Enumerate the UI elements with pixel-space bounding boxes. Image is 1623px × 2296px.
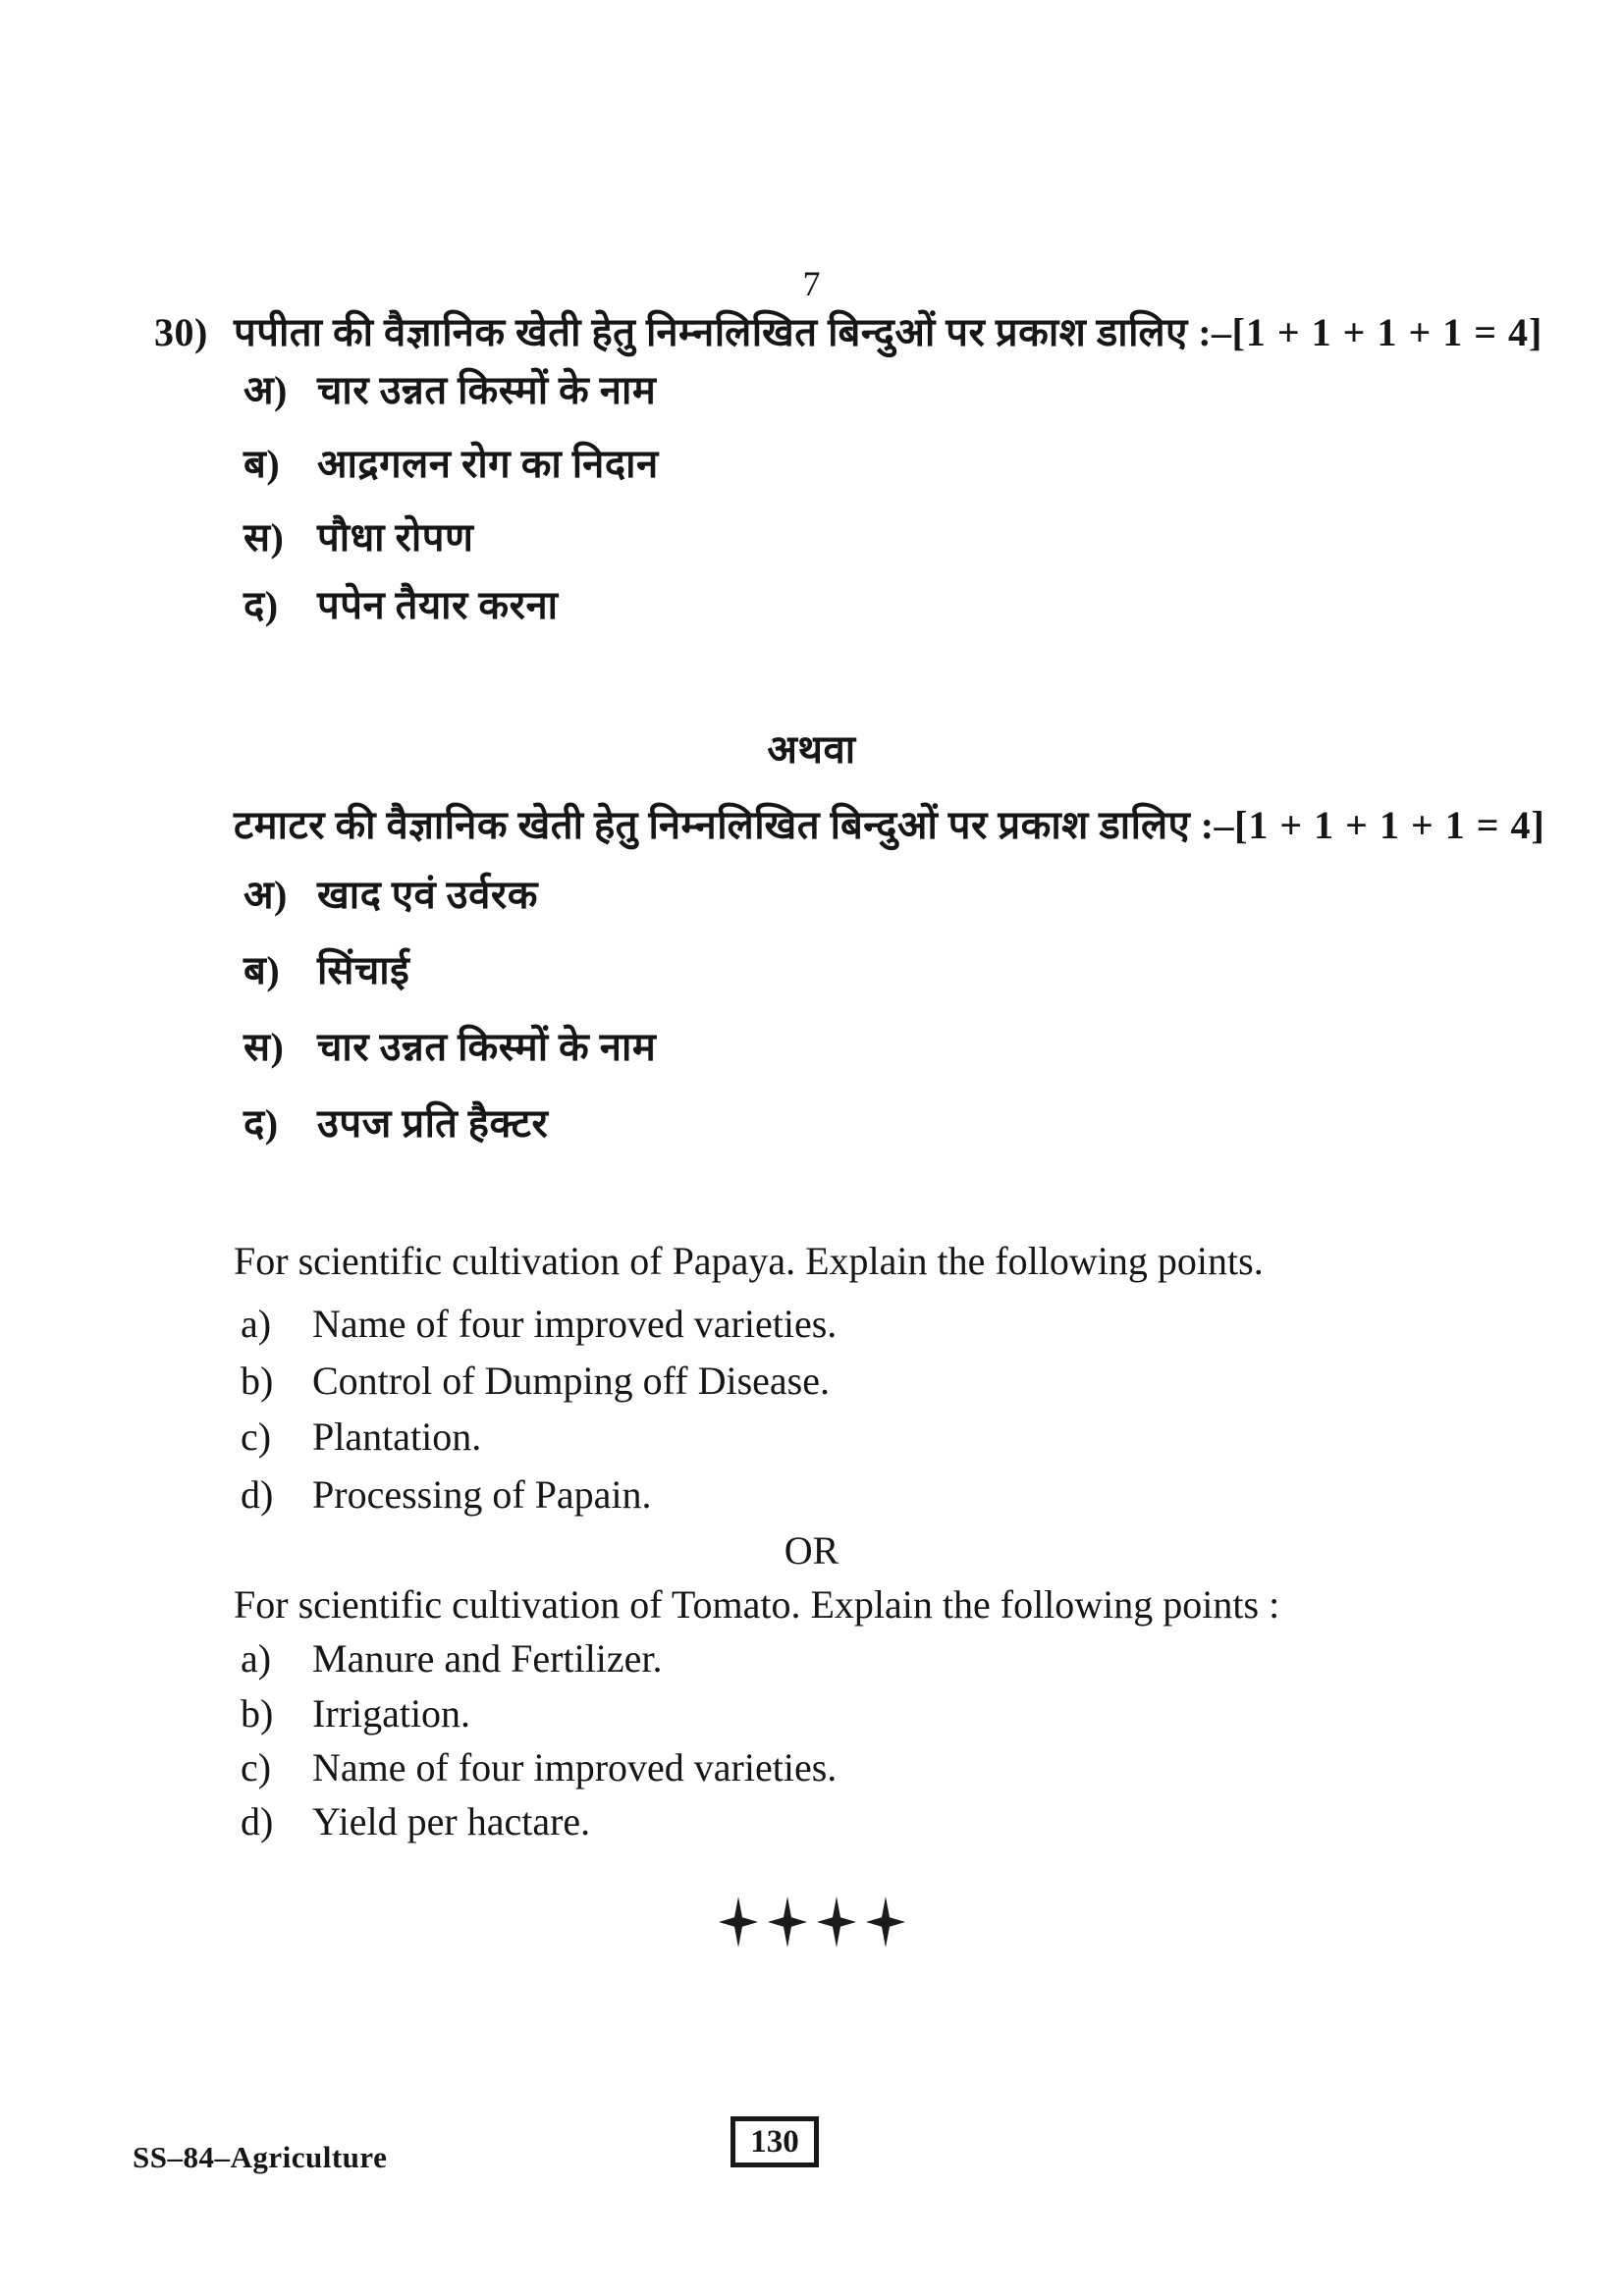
four-pointed-star-icon bbox=[866, 1896, 905, 1948]
english-papaya-item-b bbox=[0, 1355, 1623, 1408]
english-tomato-item-c bbox=[0, 1741, 1623, 1794]
hindi-tomato-item-a bbox=[0, 869, 1623, 922]
item-text: खाद एवं उर्वरक bbox=[317, 873, 538, 917]
question-text-english-tomato: For scientific cultivation of Tomato. Explain the following points : bbox=[234, 1582, 1280, 1627]
question-heading-english-papaya bbox=[0, 1235, 1623, 1288]
hindi-tomato-item-d bbox=[0, 1097, 1623, 1150]
item-label: ब) bbox=[243, 948, 281, 992]
english-papaya-item-c bbox=[0, 1411, 1623, 1464]
item-text: पौधा रोपण bbox=[317, 515, 474, 560]
hindi-tomato-item-b bbox=[0, 944, 1623, 997]
item-text: Name of four improved varieties. bbox=[312, 1745, 838, 1789]
item-text: Irrigation. bbox=[312, 1691, 471, 1735]
marks-scheme: [1 + 1 + 1 + 1 = 4] bbox=[1234, 803, 1545, 847]
english-papaya-item-d bbox=[0, 1468, 1623, 1522]
item-text: Name of four improved varieties. bbox=[312, 1302, 838, 1346]
page-number: 7 bbox=[802, 264, 821, 303]
item-label: स) bbox=[243, 515, 285, 560]
marks-scheme: [1 + 1 + 1 + 1 = 4] bbox=[1231, 310, 1543, 354]
item-text: पपेन तैयार करना bbox=[317, 583, 559, 627]
item-label: d) bbox=[241, 1799, 274, 1843]
hindi-papaya-item-a bbox=[0, 364, 1623, 417]
question-text-hindi-tomato: टमाटर की वैज्ञानिक खेती हेतु निम्नलिखित बिन्दुओं पर प्रकाश डालिए :– bbox=[234, 803, 1235, 847]
item-label: c) bbox=[241, 1415, 272, 1459]
item-text: Manure and Fertilizer. bbox=[312, 1636, 663, 1681]
item-label: द) bbox=[243, 1101, 279, 1146]
hindi-tomato-item-c bbox=[0, 1021, 1623, 1074]
or-label-hindi: अथवा bbox=[767, 727, 856, 772]
item-text: Processing of Papain. bbox=[312, 1472, 652, 1517]
hindi-papaya-item-d bbox=[0, 579, 1623, 632]
or-separator-english bbox=[0, 1524, 1623, 1577]
hindi-papaya-item-c bbox=[0, 511, 1623, 564]
item-label: b) bbox=[241, 1359, 274, 1403]
item-label: a) bbox=[241, 1636, 272, 1681]
four-pointed-star-icon bbox=[817, 1896, 856, 1948]
item-text: Plantation. bbox=[312, 1415, 482, 1459]
four-pointed-star-icon bbox=[768, 1896, 807, 1948]
hindi-papaya-item-b bbox=[0, 438, 1623, 491]
item-label: स) bbox=[243, 1025, 285, 1069]
item-label: a) bbox=[241, 1302, 272, 1346]
item-label: d) bbox=[241, 1472, 274, 1517]
question-30-heading-hindi bbox=[0, 306, 1623, 359]
english-tomato-item-a bbox=[0, 1632, 1623, 1685]
question-text-hindi-papaya: पपीता की वैज्ञानिक खेती हेतु निम्नलिखित बिन्दुओं पर प्रकाश डालिए :– bbox=[234, 310, 1232, 354]
item-label: ब) bbox=[243, 442, 281, 486]
english-tomato-item-b bbox=[0, 1687, 1623, 1740]
item-text: सिंचाई bbox=[317, 948, 410, 992]
or-separator-hindi bbox=[0, 723, 1623, 776]
item-text: चार उन्नत किस्मों के नाम bbox=[317, 1025, 657, 1069]
item-text: आद्रगलन रोग का निदान bbox=[317, 442, 659, 486]
item-label: अ) bbox=[243, 368, 288, 412]
item-text: Control of Dumping off Disease. bbox=[312, 1359, 830, 1403]
question-number: 30) bbox=[154, 310, 208, 354]
item-label: b) bbox=[241, 1691, 274, 1735]
or-label-english: OR bbox=[784, 1528, 839, 1573]
footer-page-number: 130 bbox=[750, 2123, 799, 2160]
four-pointed-star-icon bbox=[719, 1896, 758, 1948]
item-label: अ) bbox=[243, 873, 288, 917]
end-of-paper-stars bbox=[0, 1896, 1623, 1948]
item-text: Yield per hactare. bbox=[312, 1799, 591, 1843]
question-text-english-papaya: For scientific cultivation of Papaya. Explain the following points. bbox=[234, 1239, 1264, 1283]
question-heading-hindi-tomato bbox=[0, 799, 1623, 852]
english-tomato-item-d bbox=[0, 1795, 1623, 1848]
item-text: उपज प्रति हैक्टर bbox=[317, 1101, 549, 1146]
paper-code: SS–84–Agriculture bbox=[133, 2140, 388, 2174]
item-label: द) bbox=[243, 583, 279, 627]
item-text: चार उन्नत किस्मों के नाम bbox=[317, 368, 657, 412]
item-label: c) bbox=[241, 1745, 272, 1789]
question-heading-english-tomato bbox=[0, 1578, 1623, 1631]
footer-page-number-box bbox=[730, 2116, 819, 2167]
english-papaya-item-a bbox=[0, 1298, 1623, 1351]
